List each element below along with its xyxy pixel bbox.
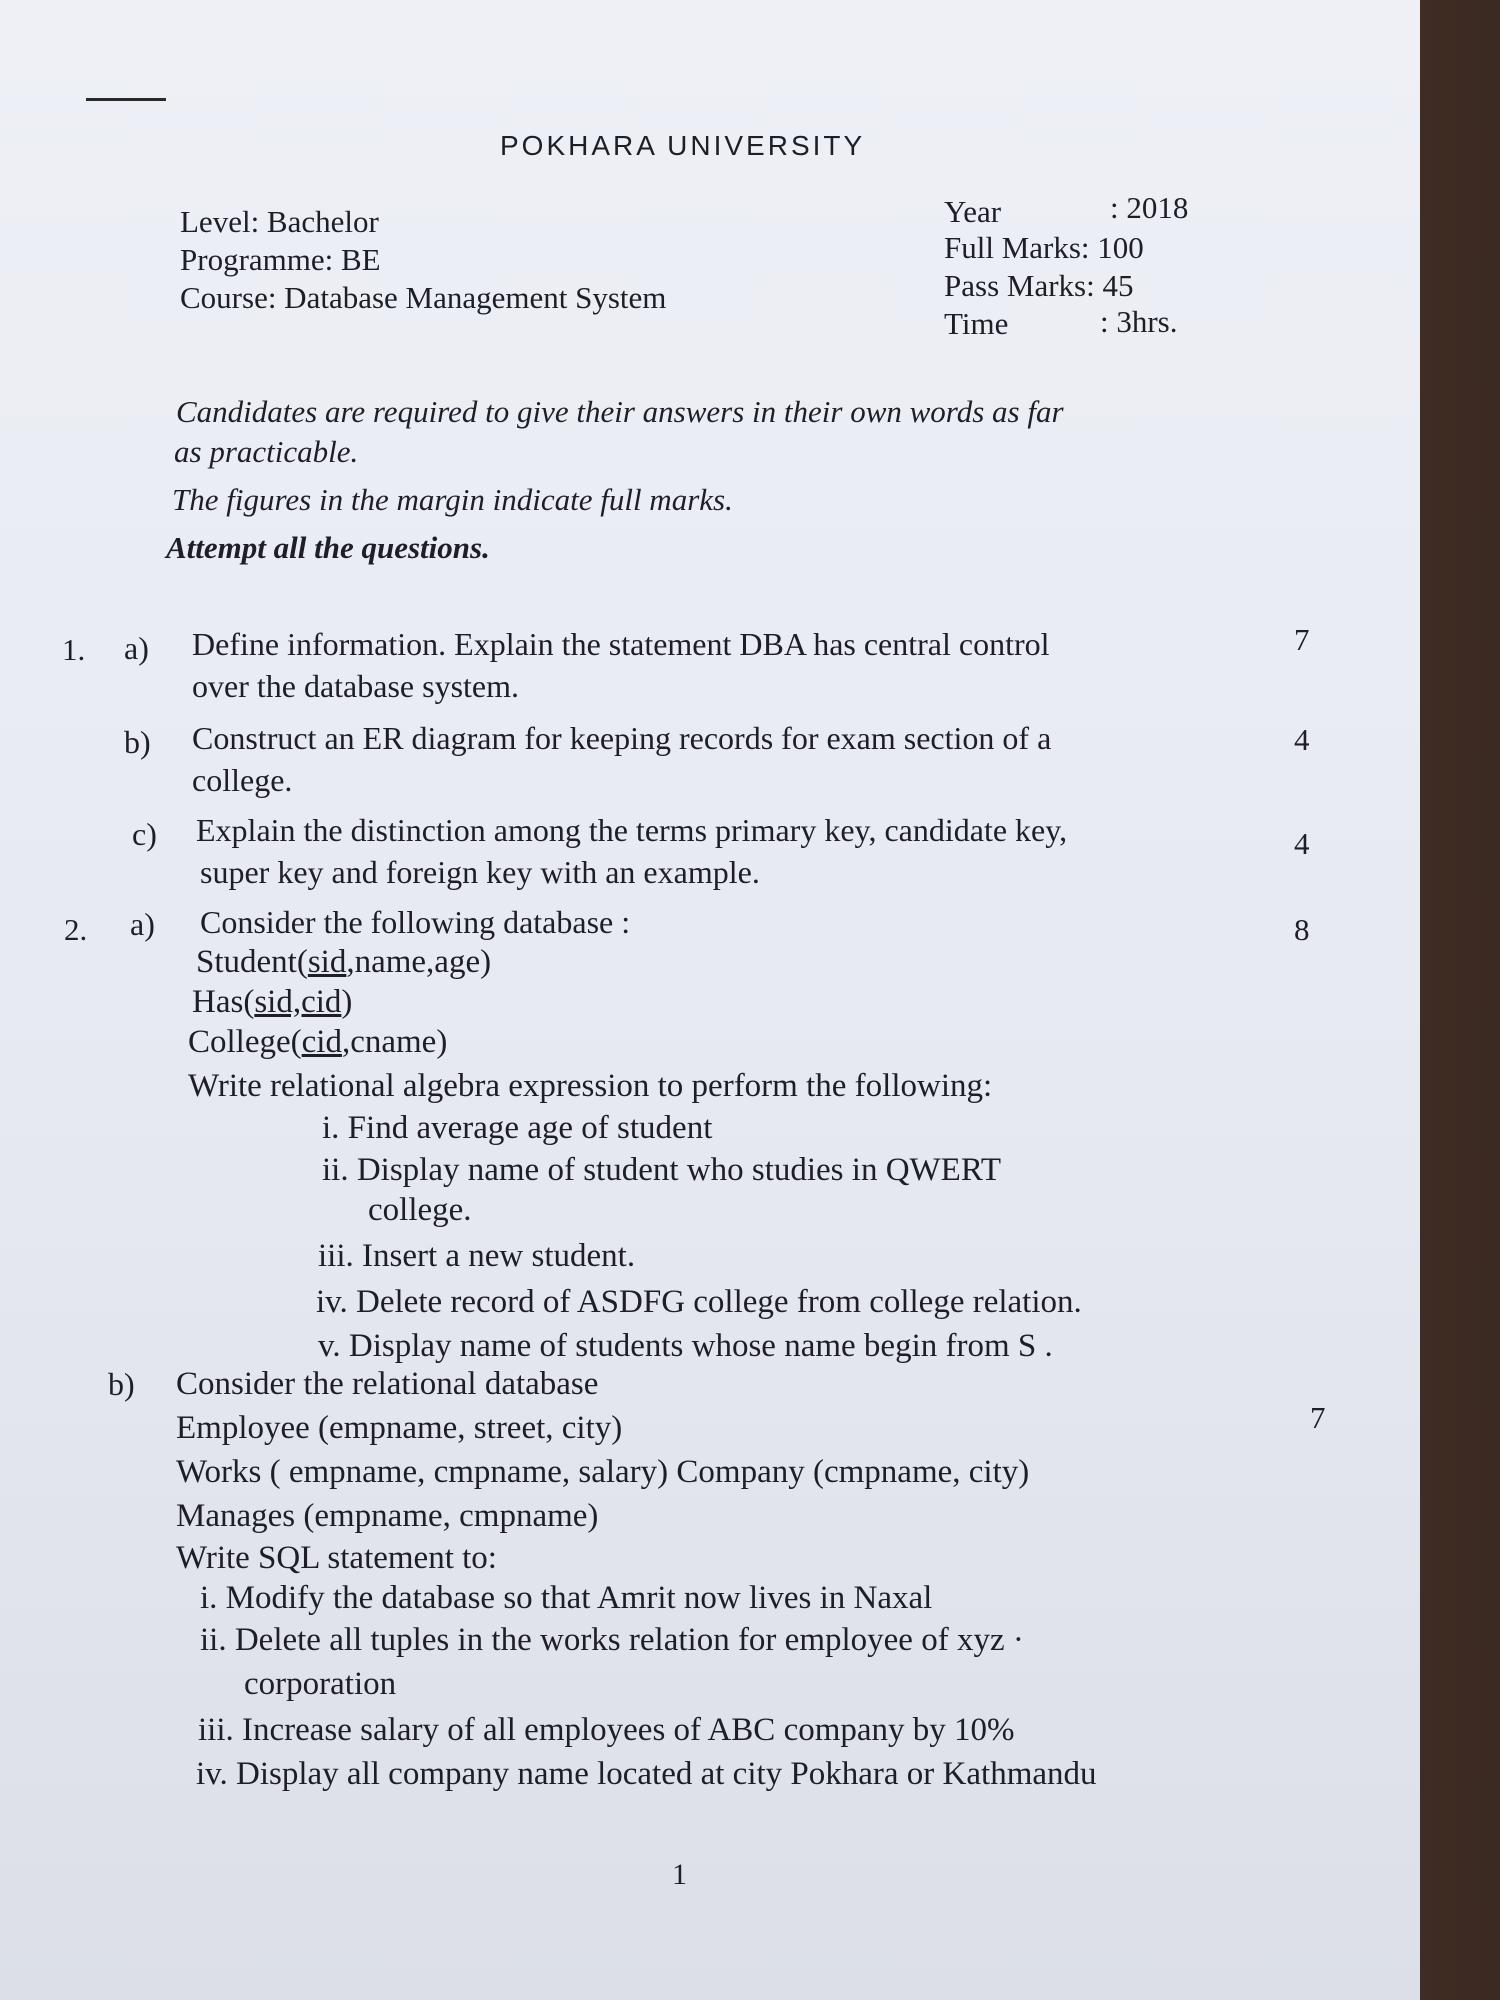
pass-marks: Pass Marks: 45 bbox=[944, 268, 1134, 303]
schema-has bbox=[192, 984, 352, 1021]
q1b-label: b) bbox=[124, 724, 151, 760]
q2b-item-iv: iv. Display all company name located at city Pokhara or Kathmandu bbox=[196, 1756, 1097, 1792]
q1a-label: a) bbox=[124, 630, 149, 666]
q1b-line-2: college. bbox=[192, 762, 293, 798]
schema-college bbox=[188, 1024, 447, 1061]
q1b-marks: 4 bbox=[1294, 722, 1310, 757]
q2a-intro: Consider the following database : bbox=[200, 904, 631, 940]
q2b-task: Write SQL statement to: bbox=[176, 1540, 497, 1576]
instruction-line-3: The figures in the margin indicate full marks. bbox=[172, 482, 733, 517]
university-title: POKHARA UNIVERSITY bbox=[500, 130, 866, 161]
q2b-item-iii: iii. Increase salary of all employees of ABC company by 10% bbox=[198, 1712, 1015, 1748]
q1c-marks: 4 bbox=[1294, 826, 1310, 861]
instruction-line-1: Candidates are required to give their answers in their own words as far bbox=[176, 394, 1064, 429]
full-marks: Full Marks: 100 bbox=[944, 230, 1144, 265]
course-line: Course: Database Management System bbox=[180, 280, 667, 315]
page-number: 1 bbox=[672, 1858, 687, 1891]
q1c-line-2: super key and foreign key with an example. bbox=[200, 854, 760, 890]
q1b-line-1: Construct an ER diagram for keeping records for exam section of a bbox=[192, 720, 1052, 756]
level-line: Level: Bachelor bbox=[180, 204, 379, 239]
q2a-item-i: i. Find average age of student bbox=[322, 1110, 713, 1146]
time-value: : 3hrs. bbox=[1100, 304, 1178, 339]
q1a-marks: 7 bbox=[1294, 622, 1310, 657]
q2b-intro: Consider the relational database bbox=[176, 1366, 599, 1402]
schema-has-name: Has( bbox=[192, 984, 255, 1020]
schema-student bbox=[196, 944, 491, 981]
pen-mark bbox=[86, 98, 166, 101]
q2b-item-ii-cont: corporation bbox=[244, 1666, 397, 1702]
year-label: Year bbox=[944, 194, 1002, 229]
q2b-label: b) bbox=[108, 1366, 135, 1402]
schema-college-attrs: ,cname) bbox=[341, 1024, 448, 1060]
schema-college-name: College( bbox=[188, 1024, 302, 1060]
q2b-item-ii: ii. Delete all tuples in the works relation for employee of xyz · bbox=[200, 1622, 1024, 1658]
q2a-item-ii-cont: college. bbox=[368, 1192, 472, 1228]
schema-student-key: sid bbox=[307, 944, 347, 980]
schema-student-name: Student( bbox=[196, 944, 308, 980]
q2b-schema-works-company: Works ( empname, cmpname, salary) Company (cmpname, city) bbox=[176, 1454, 1030, 1490]
year-value: : 2018 bbox=[1110, 190, 1189, 225]
schema-student-attrs: ,name,age) bbox=[346, 944, 492, 980]
q2a-label: a) bbox=[130, 906, 155, 942]
q2a-item-iii: iii. Insert a new student. bbox=[318, 1238, 636, 1274]
q2a-item-ii: ii. Display name of student who studies in QWERT bbox=[322, 1152, 1002, 1188]
q2-number: 2. bbox=[64, 912, 88, 947]
q1c-label: c) bbox=[132, 816, 157, 852]
time-label: Time bbox=[944, 306, 1009, 341]
q2a-task: Write relational algebra expression to perform the following: bbox=[188, 1068, 993, 1104]
programme-line: Programme: BE bbox=[180, 242, 381, 277]
q2a-item-v: v. Display name of students whose name begin from S . bbox=[318, 1328, 1053, 1364]
q2a-item-iv: iv. Delete record of ASDFG college from college relation. bbox=[316, 1284, 1082, 1320]
q1c-line-1: Explain the distinction among the terms primary key, candidate key, bbox=[196, 812, 1068, 848]
q2b-schema-employee: Employee (empname, street, city) bbox=[176, 1410, 623, 1446]
q1-number: 1. bbox=[62, 632, 86, 667]
q2b-schema-manages: Manages (empname, cmpname) bbox=[176, 1498, 599, 1534]
q2b-item-i: i. Modify the database so that Amrit now lives in Naxal bbox=[200, 1580, 933, 1616]
schema-has-close: ) bbox=[341, 984, 353, 1020]
q1a-line-2: over the database system. bbox=[192, 668, 519, 704]
schema-has-key: sid,cid bbox=[254, 984, 342, 1020]
schema-college-key: cid bbox=[301, 1024, 342, 1060]
instruction-line-2: as practicable. bbox=[174, 434, 359, 469]
q2b-marks: 7 bbox=[1310, 1400, 1326, 1435]
q1a-line-1: Define information. Explain the statement DBA has central control bbox=[192, 626, 1050, 662]
q2a-marks: 8 bbox=[1294, 912, 1310, 947]
instruction-line-4: Attempt all the questions. bbox=[166, 530, 490, 565]
